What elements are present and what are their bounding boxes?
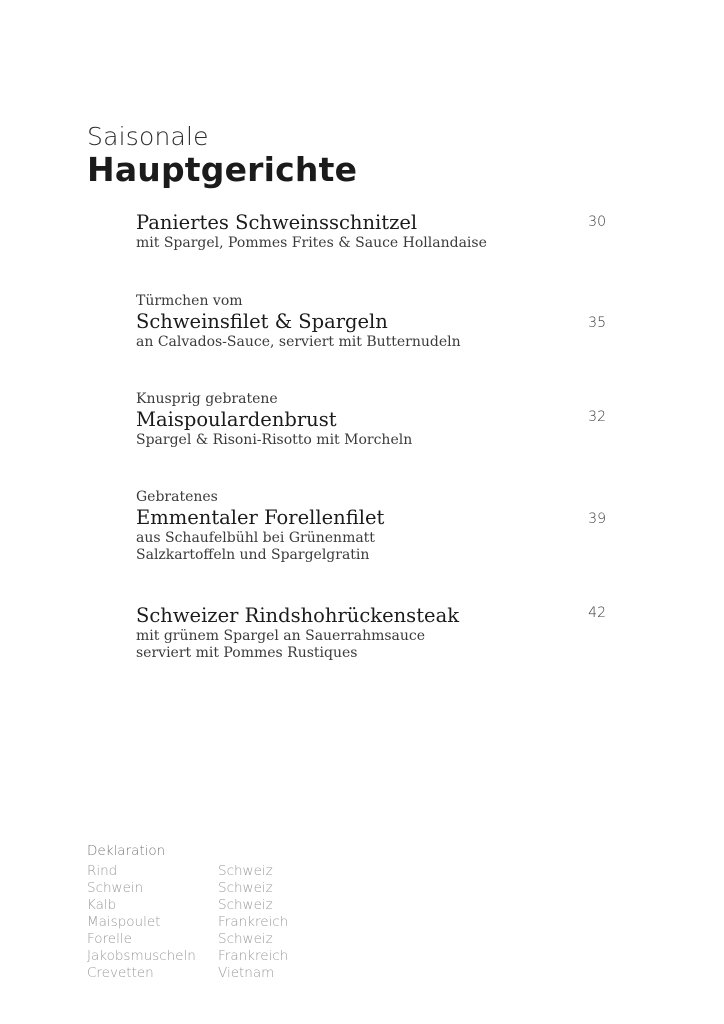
dish-item <box>136 211 606 252</box>
menu-title: Hauptgerichte <box>87 150 358 189</box>
declaration-row <box>87 931 288 948</box>
dish-name: Schweizer Rindshohrückensteak <box>136 604 460 627</box>
dish-name: Emmentaler Forellenfilet <box>136 506 385 529</box>
declaration-block <box>87 841 288 982</box>
dish-description: aus Schaufelbühl bei Grünenmatt <box>136 530 375 546</box>
dish-item <box>136 604 606 662</box>
dish-item <box>136 390 606 449</box>
dish-price: 39 <box>588 511 606 527</box>
declaration-origin: Schweiz <box>218 880 273 896</box>
dish-name: Schweinsfilet & Spargeln <box>136 310 388 333</box>
dish-prefix: Knusprig gebratene <box>136 391 278 407</box>
dish-price: 32 <box>588 409 606 425</box>
dish-price: 35 <box>588 315 606 331</box>
declaration-item: Forelle <box>87 931 132 947</box>
declaration-origin: Frankreich <box>218 948 289 964</box>
dish-item <box>136 488 606 564</box>
dish-description: serviert mit Pommes Rustiques <box>136 645 358 661</box>
declaration-origin: Schweiz <box>218 897 273 913</box>
declaration-row <box>87 863 288 880</box>
declaration-origin: Vietnam <box>218 965 275 981</box>
dish-price: 30 <box>588 214 606 230</box>
dish-prefix: Türmchen vom <box>136 293 243 309</box>
declaration-item: Schwein <box>87 880 144 896</box>
declaration-item: Crevetten <box>87 965 154 981</box>
declaration-origin: Frankreich <box>218 914 289 930</box>
dish-prefix: Gebratenes <box>136 489 218 505</box>
dish-description: an Calvados-Sauce, serviert mit Butternudeln <box>136 334 461 350</box>
declaration-row <box>87 897 288 914</box>
dish-price: 42 <box>588 605 606 621</box>
dish-description: Salzkartoffeln und Spargelgratin <box>136 547 370 563</box>
declaration-item: Rind <box>87 863 118 879</box>
dish-description: mit grünem Spargel an Sauerrahmsauce <box>136 628 426 644</box>
declaration-origin: Schweiz <box>218 931 273 947</box>
dish-description: Spargel & Risoni-Risotto mit Morcheln <box>136 432 413 448</box>
declaration-item: Kalb <box>87 897 117 913</box>
dish-description: mit Spargel, Pommes Frites & Sauce Hollandaise <box>136 235 487 251</box>
dish-name: Maispoulardenbrust <box>136 408 337 431</box>
declaration-row <box>87 965 288 982</box>
declaration-row <box>87 948 288 965</box>
declaration-item: Maispoulet <box>87 914 161 930</box>
menu-subtitle: Saisonale <box>87 122 209 151</box>
declaration-item: Jakobsmuscheln <box>87 948 196 964</box>
dish-name: Paniertes Schweinsschnitzel <box>136 211 418 234</box>
declaration-origin: Schweiz <box>218 863 273 879</box>
declaration-heading: Deklaration <box>87 843 166 859</box>
dish-item <box>136 292 606 351</box>
menu-title-block <box>87 122 357 189</box>
declaration-row <box>87 880 288 897</box>
declaration-row <box>87 914 288 931</box>
